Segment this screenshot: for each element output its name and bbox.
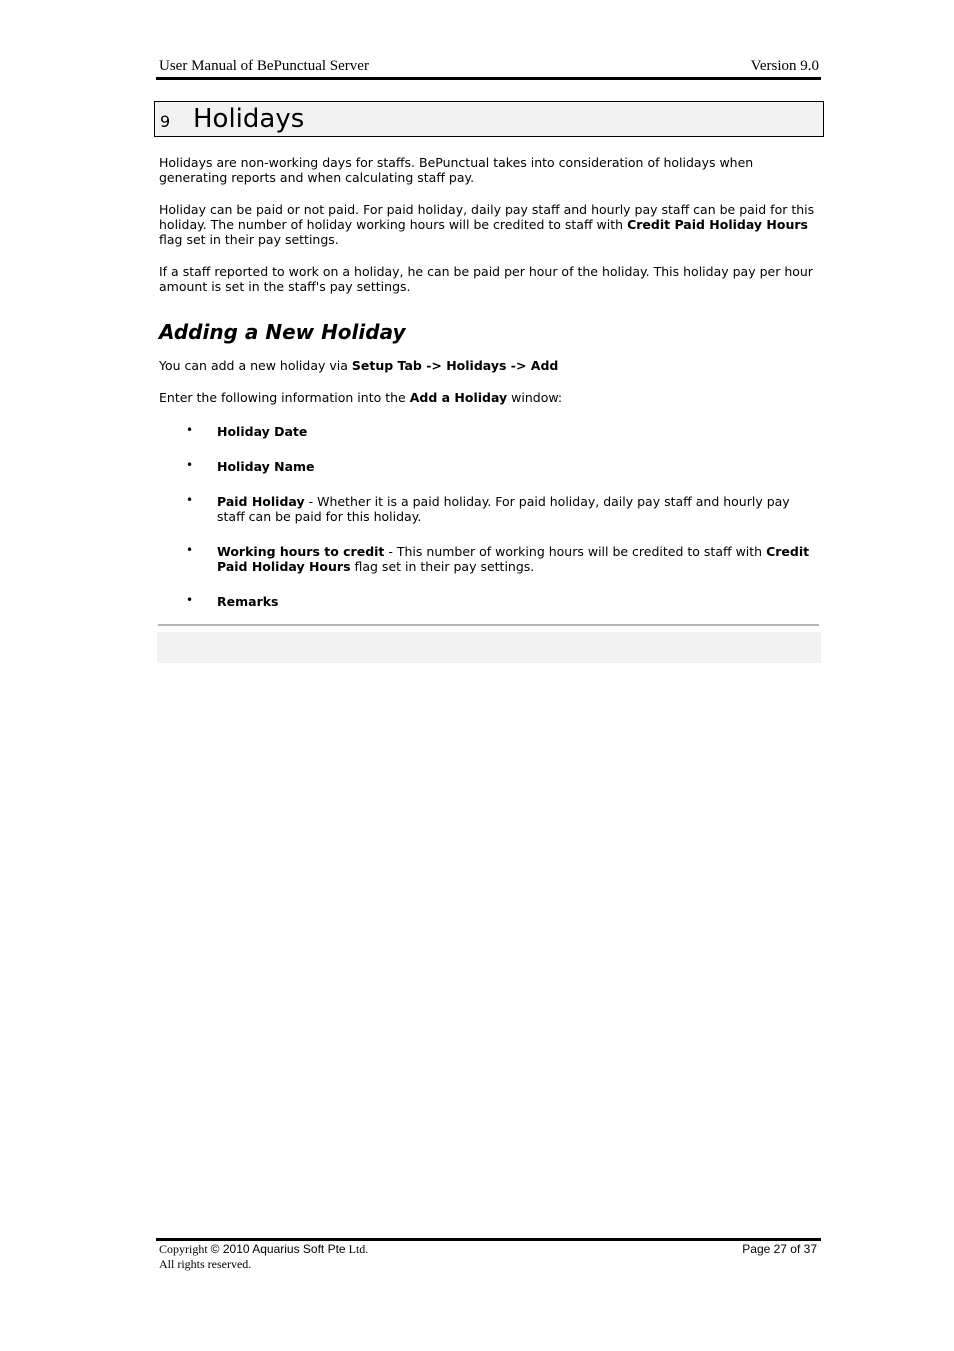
- header-rule: [156, 77, 821, 80]
- bullet-icon: •: [186, 423, 194, 437]
- credit-flag-text: Credit Paid Holiday Hours: [217, 544, 810, 574]
- footer-rule: [156, 1238, 821, 1241]
- enter-suffix: window:: [507, 390, 563, 405]
- header-version: Version 9.0: [750, 58, 819, 74]
- holiday-pay-paragraph: If a staff reported to work on a holiday, he can be paid per hour of the holiday. This holiday pay per hour amount is set in the staff's pay settings.: [159, 264, 813, 294]
- bullet-icon: •: [186, 593, 194, 607]
- copyright-company: 2010 Aquarius Soft Pte: [219, 1242, 346, 1256]
- section-heading: [154, 101, 824, 137]
- field-description: - This number of working hours will be credited to staff with: [384, 544, 767, 559]
- window-name: Add a Holiday: [409, 390, 508, 405]
- header-doc-title: User Manual of BePunctual Server: [159, 58, 369, 74]
- credit-flag-text: Credit Paid Holiday Hours: [627, 217, 808, 232]
- field-name: Holiday Date: [217, 424, 308, 439]
- enter-info-text: [159, 390, 819, 405]
- enter-text: Enter the following information into the: [159, 390, 410, 405]
- field-name: Paid Holiday: [217, 494, 305, 509]
- list-item-holiday-name: [217, 459, 819, 474]
- paragraph-text-end: flag set in their pay settings.: [159, 232, 339, 247]
- page-number: Page 27 of 37: [742, 1242, 817, 1256]
- list-item-holiday-date: [217, 424, 819, 439]
- list-item-remarks: [217, 594, 819, 609]
- field-description: - Whether it is a paid holiday. For paid holiday, daily pay staff and hourly pay staff can be paid for this holiday.: [217, 494, 790, 524]
- list-item-working-hours: [217, 544, 819, 574]
- intro-paragraph: Holidays are non-working days for staffs. BePunctual takes into consideration of holidays when generating reports and when calculating staff pay.: [159, 155, 754, 185]
- copyright-suffix: Ltd.: [345, 1242, 369, 1256]
- rights-line: All rights reserved.: [159, 1257, 252, 1271]
- field-name: Working hours to credit: [217, 544, 385, 559]
- section-title: Holidays: [193, 104, 305, 134]
- paid-holiday-paragraph: [159, 202, 819, 247]
- section-end-band: [157, 632, 821, 663]
- add-holiday-path: [159, 358, 819, 373]
- copyright-symbol: ©: [210, 1242, 220, 1256]
- field-name: Remarks: [217, 594, 279, 609]
- footer-copyright: [159, 1242, 368, 1272]
- section-end-rule: [158, 624, 819, 626]
- copyright-prefix: Copyright: [159, 1242, 211, 1256]
- field-description-end: flag set in their pay settings.: [350, 559, 535, 574]
- copyright-line: [159, 1242, 368, 1257]
- paragraph-text: Holiday can be paid or not paid. For paid holiday, daily pay staff and hourly pay staff can be paid for this holiday. The number of holiday working hours will be credited to staff with: [159, 202, 815, 232]
- bullet-icon: •: [186, 493, 194, 507]
- menu-path: Setup Tab -> Holidays -> Add: [351, 358, 559, 373]
- field-name: Holiday Name: [217, 459, 315, 474]
- section-number: 9: [160, 112, 171, 131]
- via-text: You can add a new holiday via: [159, 358, 352, 373]
- bullet-icon: •: [186, 543, 194, 557]
- subsection-title: Adding a New Holiday: [159, 320, 406, 344]
- bullet-icon: •: [186, 458, 194, 472]
- list-item-paid-holiday: [217, 494, 819, 524]
